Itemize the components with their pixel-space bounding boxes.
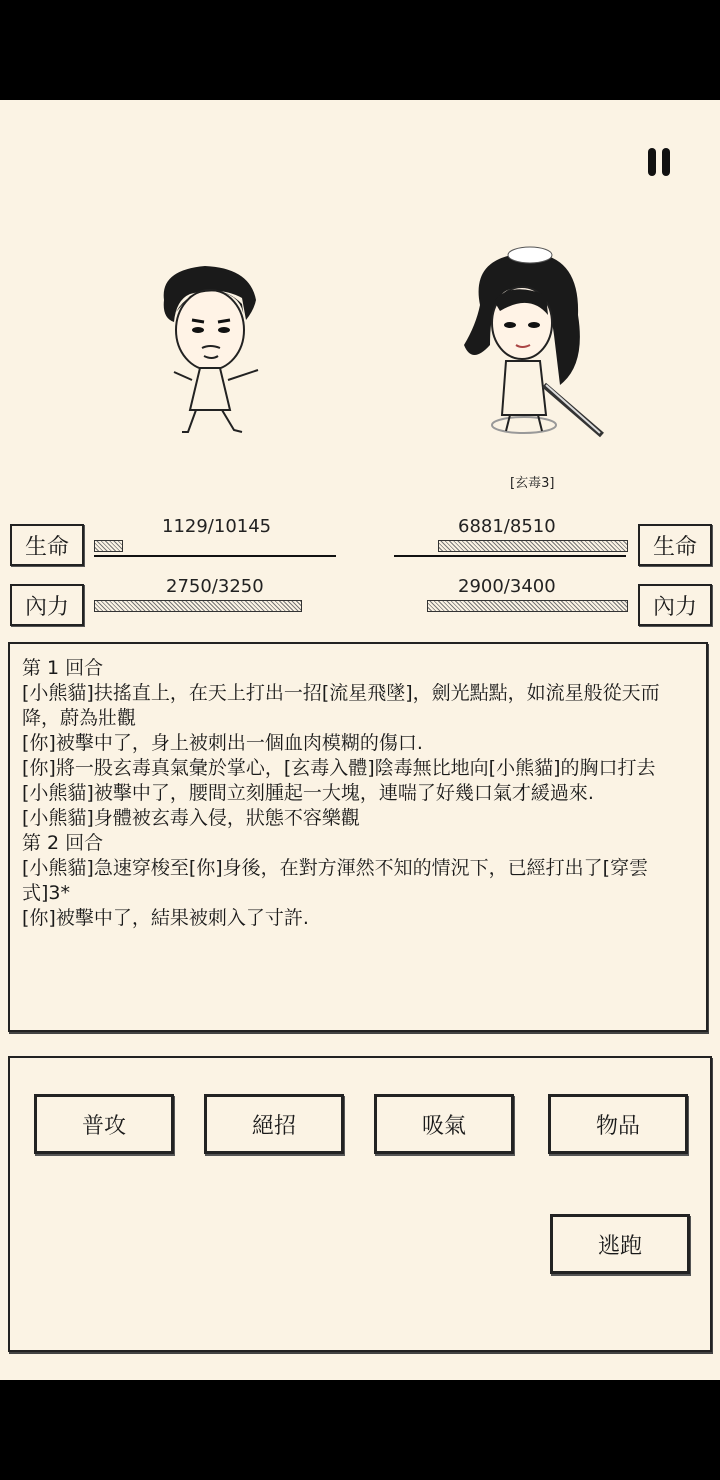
battle-screen bbox=[0, 100, 720, 1380]
flee-button[interactable]: 逃跑 bbox=[550, 1214, 690, 1274]
log-line: [你]將一股玄毒真氣彙於掌心，[玄毒入體]陰毒無比地向[小熊貓]的胸口打去 bbox=[22, 757, 656, 779]
attack-button[interactable]: 普攻 bbox=[34, 1094, 174, 1154]
log-line: [你]被擊中了，結果被刺入了寸許. bbox=[22, 907, 309, 929]
log-line: [你]被擊中了，身上被刺出一個血肉模糊的傷口. bbox=[22, 732, 423, 754]
log-line: [小熊貓]扶搖直上，在天上打出一招[流星飛墜]，劍光點點，如流星般從天而降，蔚為壯觀 bbox=[22, 682, 660, 729]
player-hp-track bbox=[94, 555, 336, 557]
player-mp-text: 2750/3250 bbox=[166, 576, 264, 597]
enemy-hp-track bbox=[394, 555, 626, 557]
breathe-button[interactable]: 吸氣 bbox=[374, 1094, 514, 1154]
items-button[interactable]: 物品 bbox=[548, 1094, 688, 1154]
log-line: 第 1 回合 bbox=[22, 657, 104, 679]
enemy-mp-text: 2900/3400 bbox=[458, 576, 556, 597]
pause-icon-bar-right bbox=[662, 148, 670, 176]
enemy-status-tag: [玄毒3] bbox=[510, 476, 555, 491]
player-hp-label: 生命 bbox=[10, 524, 84, 566]
log-line: [小熊貓]身體被玄毒入侵，狀態不容樂觀 bbox=[22, 807, 360, 829]
enemy-mp-label: 內力 bbox=[638, 584, 712, 626]
enemy-mp-bar bbox=[427, 600, 628, 612]
player-mp-label: 內力 bbox=[10, 584, 84, 626]
log-line: [小熊貓]被擊中了，腰間立刻腫起一大塊，連喘了好幾口氣才緩過來. bbox=[22, 782, 594, 804]
action-panel bbox=[8, 1056, 712, 1352]
enemy-character bbox=[450, 245, 610, 445]
special-skill-button[interactable]: 絕招 bbox=[204, 1094, 344, 1154]
enemy-hp-label: 生命 bbox=[638, 524, 712, 566]
player-hp-bar bbox=[94, 540, 123, 552]
pause-button[interactable] bbox=[648, 148, 676, 176]
player-mp-bar bbox=[94, 600, 302, 612]
log-line: [小熊貓]急速穿梭至[你]身後，在對方渾然不知的情況下，已經打出了[穿雲式]3* bbox=[22, 857, 649, 904]
battle-log[interactable] bbox=[8, 642, 708, 1032]
player-character bbox=[150, 260, 270, 440]
pause-icon-bar-left bbox=[648, 148, 656, 176]
log-line: 第 2 回合 bbox=[22, 832, 104, 854]
enemy-hp-bar bbox=[438, 540, 628, 552]
enemy-hp-text: 6881/8510 bbox=[458, 516, 556, 537]
player-hp-text: 1129/10145 bbox=[162, 516, 272, 537]
